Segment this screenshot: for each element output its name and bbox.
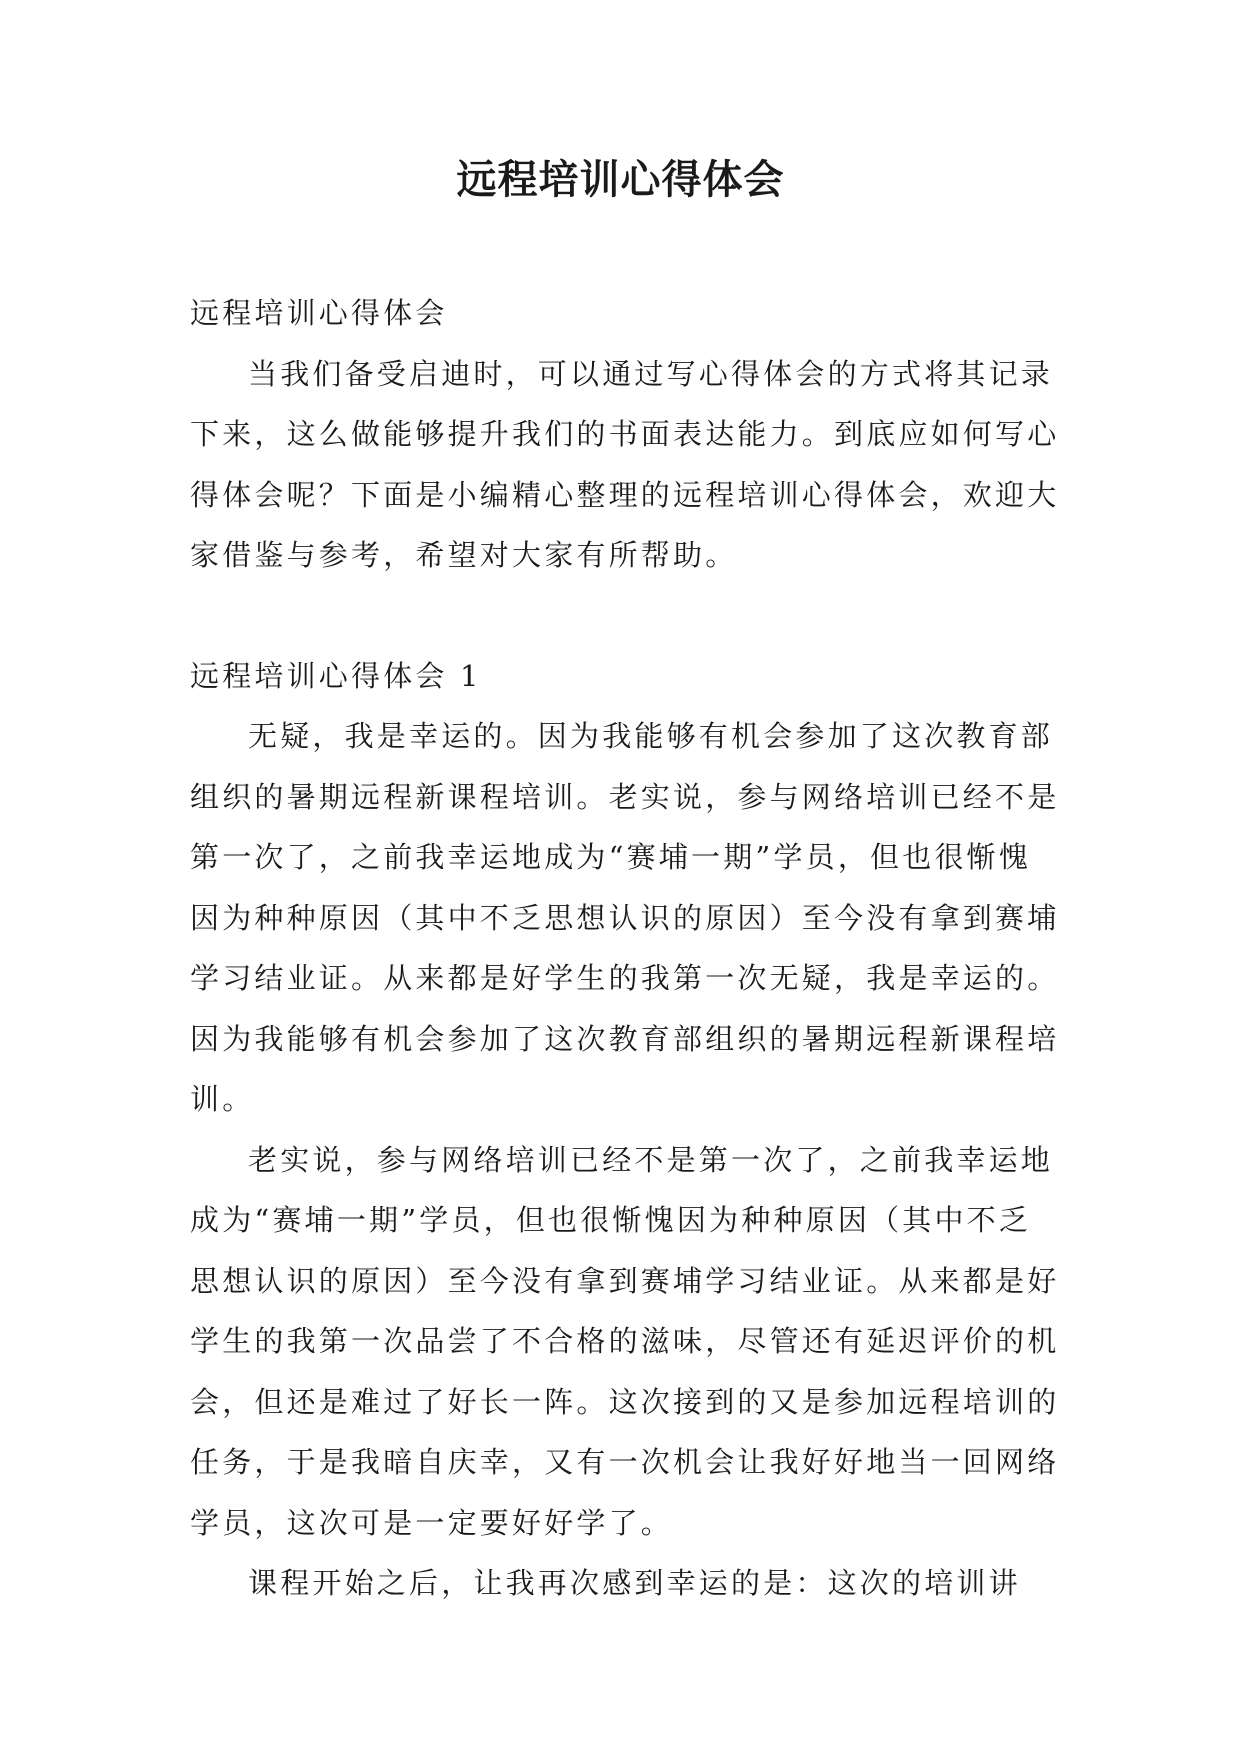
section-spacer [190, 586, 1062, 646]
document-body [190, 283, 1062, 1614]
intro-paragraph: 当我们备受启迪时，可以通过写心得体会的方式将其记录下来，这么做能够提升我们的书面表达能力。到底应如何写心得体会呢？下面是小编精心整理的远程培训心得体会，欢迎大家借鉴与参考，希望对大家有所帮助。 [190, 356, 1060, 572]
body-paragraph: 老实说，参与网络培训已经不是第一次了，之前我幸运地成为“赛埔一期”学员，但也很惭愧因为种种原因（其中不乏思想认识的原因）至今没有拿到赛埔学习结业证。从来都是好学生的我第一次品尝了不合格的滋味，尽管还有延迟评价的机会，但还是难过了好长一阵。这次接到的又是参加远程培训的任务，于是我暗自庆幸，又有一次机会让我好好地当一回网络学员，这次可是一定要好好学了。 [190, 1142, 1060, 1540]
document-title: 远程培训心得体会 [456, 156, 785, 203]
body-paragraph: 课程开始之后，让我再次感到幸运的是：这次的培训讲 [248, 1566, 1021, 1600]
intro-heading: 远程培训心得体会 [190, 296, 448, 330]
section-heading: 远程培训心得体会 1 [190, 658, 482, 693]
body-paragraph: 无疑，我是幸运的。因为我能够有机会参加了这次教育部组织的暑期远程新课程培训。老实说，参与网络培训已经不是第一次了，之前我幸运地成为“赛埔一期”学员，但也很惭愧因为种种原因（其中不乏思想认识的原因）至今没有拿到赛埔学习结业证。从来都是好学生的我第一次无疑，我是幸运的。因为我能够有机会参加了这次教育部组织的暑期远程新课程培训。 [190, 719, 1060, 1116]
